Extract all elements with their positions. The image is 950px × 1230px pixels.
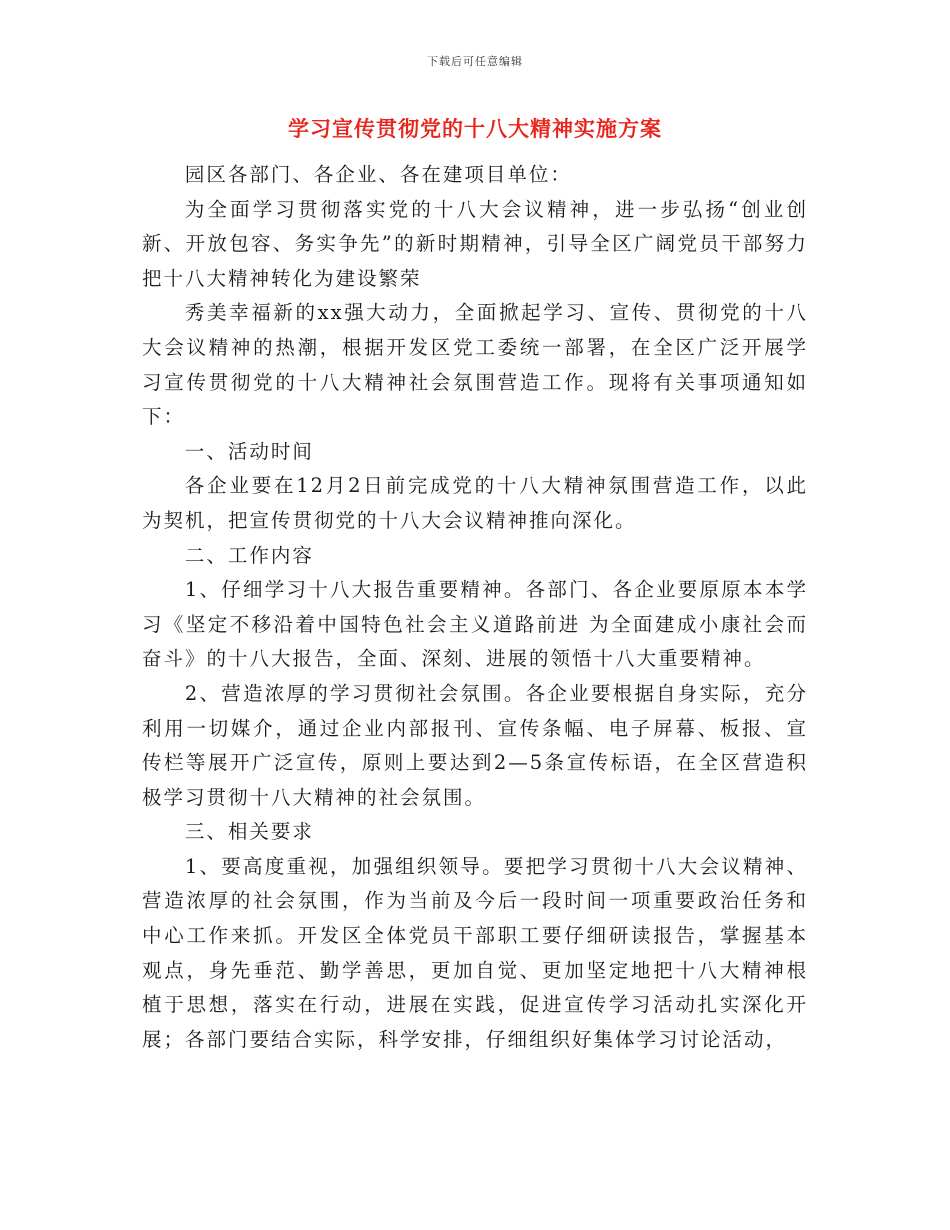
section-heading-work-content: 二、工作内容: [184, 543, 314, 567]
paragraph-activity-time: 各企业要在12月2日前完成党的十八大精神氛围营造工作，以此为契机，把宣传贯彻党的十八大会议精神推向深化。: [142, 474, 808, 532]
header-note: 下载后可任意编辑: [427, 55, 523, 68]
section-heading-activity-time: 一、活动时间: [184, 439, 314, 463]
document-body: [142, 158, 808, 1057]
section-heading-requirements: 三、相关要求: [184, 820, 314, 844]
paragraph-requirement-1: 1、要高度重视，加强组织领导。要把学习贯彻十八大会议精神、营造浓厚的社会氛围，作为当前及今后一段时间一项重要政治任务和中心工作来抓。开发区全体党员干部职工要仔细研读报告，掌握基本观点，身先垂范、勤学善思，更加自觉、更加坚定地把十八大精神根植于思想，落实在行动，进展在实践，促进宣传学习活动扎实深化开展；各部门要结合实际，科学安排，仔细组织好集体学习讨论活动，: [142, 854, 808, 1051]
document-title: 学习宣传贯彻党的十八大精神实施方案: [288, 116, 662, 141]
paragraph-intro-continued: 秀美幸福新的xx强大动力，全面掀起学习、宣传、贯彻党的十八大会议精神的热潮，根据开发区党工委统一部署，在全区广泛开展学习宣传贯彻党的十八大精神社会氛围营造工作。现将有关事项通知如下：: [142, 301, 808, 429]
paragraph-salutation: 园区各部门、各企业、各在建项目单位：: [184, 163, 572, 186]
paragraph-work-item-1: 1、仔细学习十八大报告重要精神。各部门、各企业要原原本本学习《坚定不移沿着中国特色社会主义道路前进 为全面建成小康社会而奋斗》的十八大报告，全面、深刻、进展的领悟十八大重要精神。: [142, 578, 808, 671]
paragraph-work-item-2: 2、营造浓厚的学习贯彻社会氛围。各企业要根据自身实际，充分利用一切媒介，通过企业内部报刊、宣传条幅、电子屏幕、板报、宣传栏等展开广泛宣传，原则上要达到2—5条宣传标语，在全区营造积极学习贯彻十八大精神的社会氛围。: [142, 681, 808, 809]
paragraph-intro: 为全面学习贯彻落实党的十八大会议精神，进一步弘扬“创业创新、开放包容、务实争先”的新时期精神，引导全区广阔党员干部努力把十八大精神转化为建设繁荣: [142, 197, 808, 290]
